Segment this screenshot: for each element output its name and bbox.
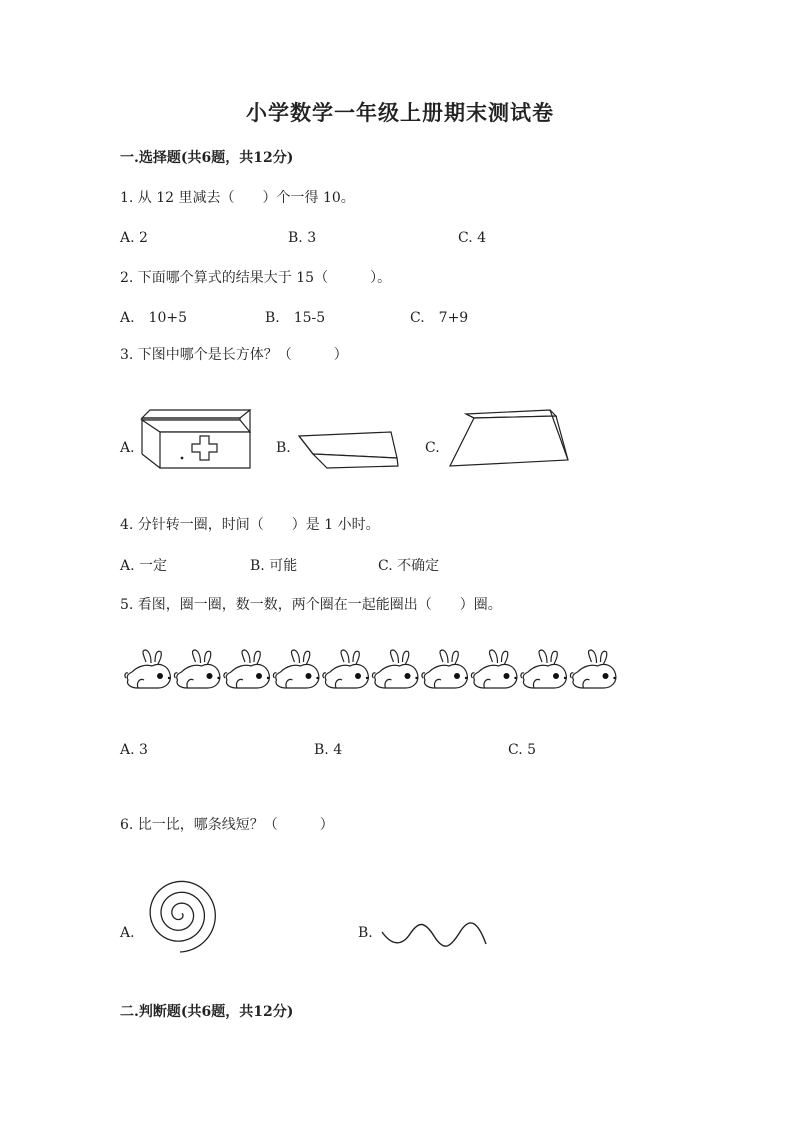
- rabbit-icon: [521, 650, 566, 688]
- rabbit-icon: [570, 650, 615, 688]
- q1-option-c[interactable]: C. 4: [458, 230, 487, 246]
- q1-option-b[interactable]: B. 3: [288, 230, 317, 246]
- rabbit-icon: [471, 650, 516, 688]
- first-aid-box-figure: [140, 408, 252, 470]
- q5-option-b[interactable]: B. 4: [314, 742, 343, 758]
- question-2: 2. 下面哪个算式的结果大于 15（ ）。: [120, 270, 392, 286]
- spiral-path: [150, 881, 215, 952]
- rabbit-icon: [323, 650, 368, 688]
- section-heading-judgement: 二.判断题(共6题，共12分): [120, 1004, 294, 1020]
- question-6: 6. 比一比，哪条线短？（ ）: [120, 817, 334, 833]
- q5-option-a[interactable]: A. 3: [120, 742, 148, 758]
- q2-option-b[interactable]: B. 15-5: [265, 310, 326, 326]
- section-heading-choice: 一.选择题(共6题，共12分): [120, 150, 294, 166]
- question-1: 1. 从 12 里减去（ ）个一得 10。: [120, 190, 355, 206]
- rabbit-row-figure: [124, 648, 624, 696]
- wavy-line-figure: [380, 922, 488, 950]
- q6-option-a[interactable]: A.: [120, 925, 135, 941]
- q3-option-b[interactable]: B.: [276, 440, 291, 456]
- question-5: 5. 看图，圈一圈，数一数，两个圈在一起能圈出（ ）圈。: [120, 597, 502, 613]
- trapezoid-prism-figure: [448, 408, 570, 468]
- q3-option-a[interactable]: A.: [120, 440, 135, 456]
- spiral-line-figure: [140, 870, 240, 950]
- q2-option-a[interactable]: A. 10+5: [120, 310, 188, 326]
- rabbit-icon: [174, 650, 219, 688]
- rabbit-icon: [125, 650, 170, 688]
- rabbit-icon: [372, 650, 417, 688]
- question-4: 4. 分针转一圈，时间（ ）是 1 小时。: [120, 517, 380, 533]
- slanted-plate-figure: [297, 430, 401, 470]
- rabbit-icon: [422, 650, 467, 688]
- q6-option-b[interactable]: B.: [358, 925, 373, 941]
- q4-option-c[interactable]: C. 不确定: [378, 558, 440, 574]
- page-title: 小学数学一年级上册期末测试卷: [246, 100, 554, 125]
- question-3: 3. 下图中哪个是长方体？（ ）: [120, 347, 348, 363]
- q4-option-a[interactable]: A. 一定: [120, 558, 168, 574]
- rabbit-icon: [273, 650, 318, 688]
- q1-option-a[interactable]: A. 2: [120, 230, 148, 246]
- q4-option-b[interactable]: B. 可能: [250, 558, 298, 574]
- rabbit-icon: [224, 650, 269, 688]
- q5-option-c[interactable]: C. 5: [508, 742, 537, 758]
- q2-option-c[interactable]: C. 7+9: [410, 310, 469, 326]
- q3-option-c[interactable]: C.: [425, 440, 440, 456]
